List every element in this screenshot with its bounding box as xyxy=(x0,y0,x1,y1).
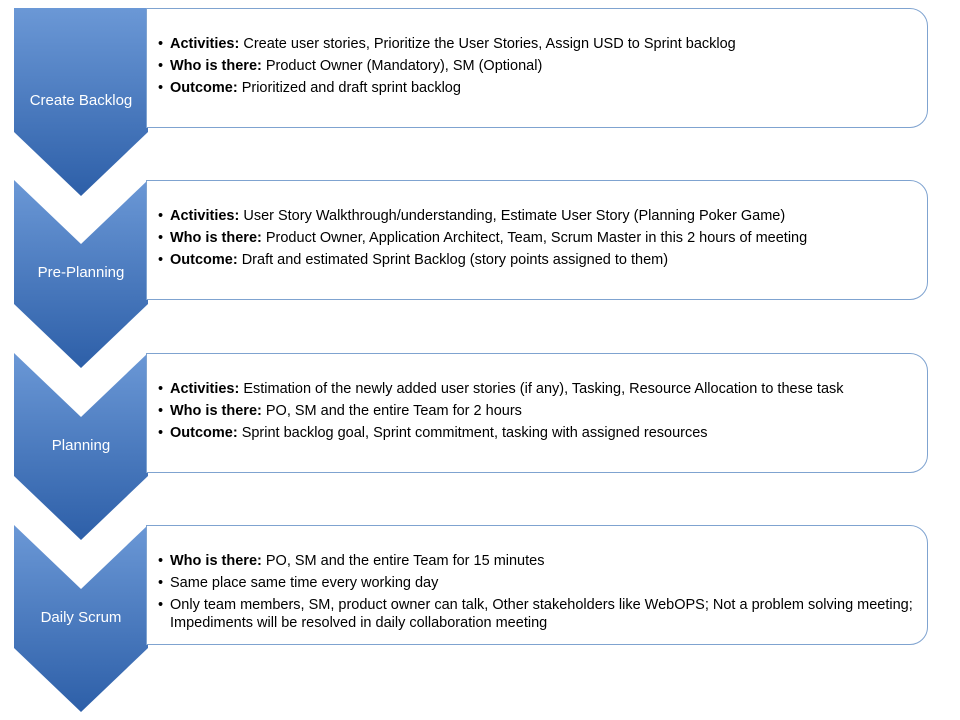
bullet-item: • Outcome: Prioritized and draft sprint backlog xyxy=(158,79,915,97)
step-box-create-backlog xyxy=(146,8,928,128)
bullet-item: • Who is there: Product Owner (Mandatory), SM (Optional) xyxy=(158,57,915,75)
bullet-item: • Activities: User Story Walkthrough/understanding, Estimate User Story (Planning Poker Game) xyxy=(158,207,915,225)
bullet-list xyxy=(158,207,915,269)
step-label-pre-planning: Pre-Planning xyxy=(37,264,125,281)
bullet-item: • Activities: Estimation of the newly added user stories (if any), Tasking, Resource Allocation to these task xyxy=(158,380,915,398)
bullet-list xyxy=(158,552,915,632)
step-label-planning: Planning xyxy=(51,437,111,454)
bullet-item: • Only team members, SM, product owner can talk, Other stakeholders like WebOPS; Not a problem solving meeting; Impediments will be resolved in daily collaboration meeting xyxy=(158,596,915,632)
bullet-item: • Outcome: Draft and estimated Sprint Backlog (story points assigned to them) xyxy=(158,251,915,269)
bullet-item: • Same place same time every working day xyxy=(158,574,915,592)
bullet-item: • Who is there: Product Owner, Application Architect, Team, Scrum Master in this 2 hours of meeting xyxy=(158,229,915,247)
step-label-create-backlog: Create Backlog xyxy=(29,92,133,109)
step-box-planning xyxy=(146,353,928,473)
bullet-item: • Who is there: PO, SM and the entire Team for 2 hours xyxy=(158,402,915,420)
step-box-daily-scrum xyxy=(146,525,928,645)
step-box-pre-planning xyxy=(146,180,928,300)
bullet-list xyxy=(158,380,915,442)
bullet-item: • Outcome: Sprint backlog goal, Sprint commitment, tasking with assigned resources xyxy=(158,424,915,442)
bullet-item: • Activities: Create user stories, Prioritize the User Stories, Assign USD to Sprint backlog xyxy=(158,35,915,53)
bullet-item: • Who is there: PO, SM and the entire Team for 15 minutes xyxy=(158,552,915,570)
step-label-daily-scrum: Daily Scrum xyxy=(40,609,122,626)
bullet-list xyxy=(158,35,915,97)
